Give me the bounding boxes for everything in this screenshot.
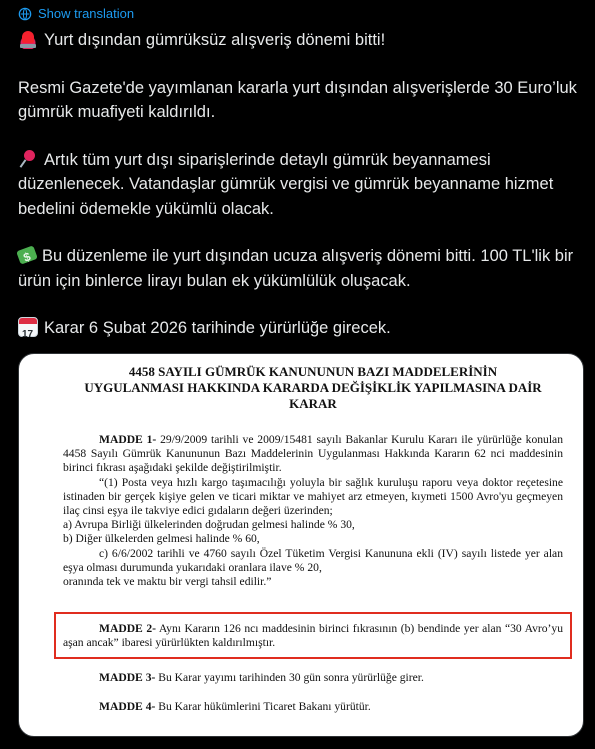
headline-text: Yurt dışından gümrüksüz alışveriş dönemi bitti! — [44, 31, 386, 49]
tweet-paragraph-2 — [18, 76, 584, 125]
show-translation-link[interactable] — [18, 6, 134, 21]
document-title — [63, 364, 563, 412]
madde-1-label: MADDE 1- — [99, 433, 157, 446]
flying-money-icon — [16, 245, 38, 264]
madde-1-quote: “(1) Posta veya hızlı kargo taşımacılığı yoluyla bir sağlık kuruluşu raporu veya doktor reçetesine istinaden bir gerçek kişiye gelen ve ticari miktar ve mahiyet arz etmeyen, kıymeti 1500 Avro'yu geçmeyen ilaç cinsi eşya ile takviye edici gıdaların değeri üzerinden; — [63, 475, 563, 518]
madde-4-text: Bu Karar hükümlerini Ticaret Bakanı yürütür. — [155, 700, 371, 713]
pushpin-icon — [18, 149, 38, 169]
tweet-paragraph-3 — [18, 148, 584, 222]
title-line-3: KARAR — [289, 396, 337, 411]
paragraph-4-text: Bu düzenleme ile yurt dışından ucuza alışveriş dönemi bitti. 100 TL'lik bir ürün için binlerce lirayı bulan ek yükümlülük oluşacak. — [18, 247, 574, 290]
item-c: c) 6/6/2002 tarihli ve 4760 sayılı Özel Tüketim Vergisi Kanununa ekli (IV) sayılı listede yer alan eşya olması durumunda yukarıdaki oranlara ilave % 20, — [63, 546, 563, 574]
document-page — [63, 364, 563, 713]
police-siren-icon — [18, 29, 38, 49]
item-b: b) Diğer ülkelerden gelmesi halinde % 60, — [63, 532, 260, 546]
madde-3-label: MADDE 3- — [99, 671, 156, 684]
globe-icon — [18, 7, 32, 21]
madde-3-text: Bu Karar yayımı tarihinden 30 gün sonra yürürlüğe girer. — [155, 671, 424, 684]
madde-2-label: MADDE 2- — [99, 622, 156, 635]
madde-2 — [63, 622, 563, 650]
madde-4-label: MADDE 4- — [99, 700, 156, 713]
madde-4 — [63, 700, 563, 714]
tweet-paragraph-headline — [18, 28, 584, 53]
madde-2-text: Aynı Kararın 126 ncı maddesinin birinci fıkrasının (b) bendinde yer alan “30 Avro’yu aşan ancak” ibaresi yürürlükten kaldırılmıştır. — [63, 622, 563, 650]
madde-1 — [63, 433, 563, 476]
paragraph-2-text: Resmi Gazete'de yayımlanan kararla yurt dışından alışverişlerde 30 Euro’luk gümrük muafiyeti kaldırıldı. — [18, 78, 577, 121]
madde-3 — [63, 671, 563, 685]
tweet-text — [18, 28, 584, 364]
item-end: oranında tek ve maktu bir vergi tahsil edilir.” — [63, 575, 272, 589]
tweet-paragraph-5 — [18, 316, 584, 341]
paragraph-5-text: Karar 6 Şubat 2026 tarihinde yürürlüğe girecek. — [44, 319, 391, 337]
title-line-1: 4458 SAYILI GÜMRÜK KANUNUNUN BAZI MADDELERİNİN — [128, 364, 498, 379]
attached-document-image[interactable] — [18, 353, 584, 737]
madde-1-text: 29/9/2009 tarihli ve 2009/15481 sayılı Bakanlar Kurulu Kararı ile yürürlüğe konulan 4458 Sayılı Gümrük Kanununun Bazı Maddelerinin Uygulanması Hakkında Kararın 62 nci maddesinin birinci fıkrası aşağıdaki şekilde değiştirilmiştir. — [63, 433, 563, 475]
show-translation-label: Show translation — [38, 6, 135, 21]
tweet-paragraph-4 — [18, 244, 584, 293]
calendar-icon — [18, 317, 38, 337]
title-line-2: UYGULANMASI HAKKINDA KARARDA DEĞİŞİKLİK YAPILMASINA DAİR — [84, 380, 542, 395]
paragraph-3-text: Artık tüm yurt dışı siparişlerinde detaylı gümrük beyannamesi düzenlenecek. Vatandaşlar gümrük vergisi ve gümrük beyanname hizmet bedelini ödemekle yükümlü olacak. — [18, 150, 554, 218]
item-a: a) Avrupa Birliği ülkelerinden doğrudan gelmesi halinde % 30, — [63, 518, 355, 532]
